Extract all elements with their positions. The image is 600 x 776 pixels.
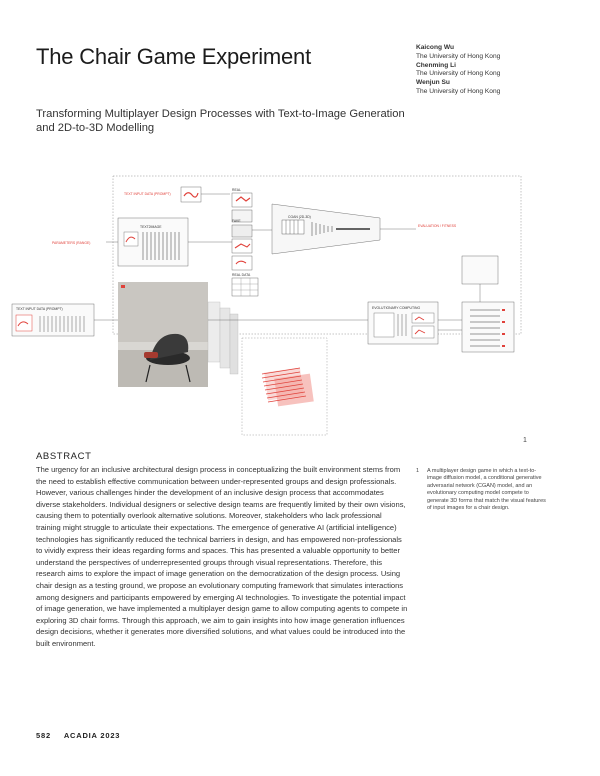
author-name: Chenming Li — [416, 61, 456, 69]
selector-box — [462, 256, 498, 284]
real-data-table — [232, 278, 258, 296]
fake-image-box — [232, 225, 252, 237]
abstract-body: The urgency for an inclusive architectural design process in conceptualizing the built environment stems from the need to establish effective communication between under-represented groups and design professionals. However, various challenges hinder the development of an inclusive design process that accommodates diverse stakeholders. Individual designers or selective design teams are frequently limited by their own visions, causing them to potentially overlook alternative solutions. Moreover, stakeholders who lack professional training might struggle to articulate their expectations. The emergence of generative AI (artificial intelligence) technologies has significantly reduced the technical barriers in design, and has empowered non-professionals to vividly express their ideas regarding forms and spaces. This has presented a valuable opportunity to better understand the perspectives of underrepresented groups through visual representations. Therefore, this research aims to explore the impact of image generation on the democratization of the design process. Using chair design as a testing ground, we propose an evolutionary computing framework that simulates interactions among designers and participants empowered by emerging AI technologies. To investigate the potential impact of image generation, we have implemented a multiplayer design game to allow computing agents to compete in exploring 3D chair forms. Through this approach, we aim to gain insights into how image generation influences design decisions, whether it generates more diversified solutions, and what values could be introduced into the built environment. — [36, 465, 408, 648]
author-affiliation: The University of Hong Kong — [416, 52, 501, 60]
paper-title: The Chair Game Experiment — [36, 44, 311, 69]
abstract-heading: ABSTRACT — [36, 451, 92, 462]
author-affiliation: The University of Hong Kong — [416, 87, 501, 95]
page-footer — [36, 731, 120, 740]
author-name: Kaicong Wu — [416, 44, 454, 51]
page-number: 582 — [36, 731, 51, 740]
label-text-input-panel: TEXT INPUT DATA (PROMPT) — [16, 307, 63, 311]
figure-number: 1 — [523, 437, 527, 444]
label-evolutionary: EVOLUTIONARY COMPUTING — [372, 306, 421, 310]
conference-name: ACADIA 2023 — [63, 731, 121, 740]
label-fake: FAKE — [232, 219, 241, 223]
population-box — [462, 302, 514, 352]
input-image-icon — [16, 315, 32, 331]
real-image-box — [232, 193, 252, 207]
author-name: Wenjun Su — [416, 79, 450, 87]
label-cgan: CGAN (2D-3D) — [288, 215, 311, 219]
generated-image-stack — [208, 302, 238, 374]
figure-1-diagram — [0, 170, 600, 440]
chair-cushion — [144, 352, 158, 358]
label-real: REAL — [232, 188, 241, 192]
figure-caption — [416, 468, 548, 512]
label-parameters: PARAMETERS (RANGE) — [52, 241, 91, 245]
label-text-input: TEXT INPUT DATA (PROMPT) — [124, 192, 171, 196]
author-affiliation: The University of Hong Kong — [416, 70, 501, 78]
fake-image-box-3 — [232, 256, 252, 270]
caption-text: A multiplayer design game in which a text-to-image diffusion model, a conditional generative adversarial network (CGAN) model, and an evolutionary computing model compete to generate 3D forms that match the visual features of input images for a chair design. — [427, 468, 546, 512]
input-icon — [124, 232, 138, 246]
label-text-to-image: TEXT2IMAGE — [140, 225, 162, 229]
author-list — [416, 44, 586, 97]
paper-subtitle: Transforming Multiplayer Design Processes with Text-to-Image Generation and 2D-to-3D Modelling — [36, 108, 405, 134]
fake-image-box-2 — [232, 239, 252, 253]
caption-number: 1 — [416, 468, 420, 474]
generated-3d-chair — [262, 368, 314, 407]
label-real-data: REAL DATA — [232, 273, 251, 277]
label-evaluation: EVALUATION / FITNESS — [418, 224, 457, 228]
